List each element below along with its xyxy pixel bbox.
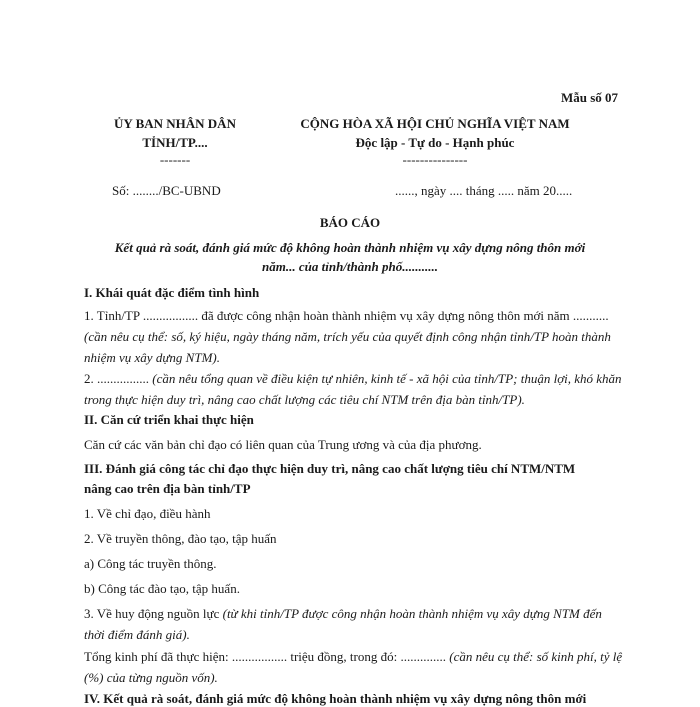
section3-funds: [84, 646, 624, 688]
section3-heading-line1: III. Đánh giá công tác chỉ đạo thực hiện duy trì, nâng cao chất lượng tiêu chí NTM/NTM: [84, 461, 576, 476]
section3-funds-text: Tổng kinh phí đã thực hiện: ................. triệu đồng, trong đó: ..............: [84, 649, 450, 664]
section2-text: Căn cứ các văn bản chỉ đạo có liên quan của Trung ương và của địa phương.: [84, 437, 482, 452]
section3-item1: 1. Về chỉ đạo, điều hành: [84, 506, 211, 521]
form-number: Mẫu số 07: [560, 90, 618, 105]
section1-p2-text: 2. ................: [84, 371, 153, 386]
section2-heading: II. Căn cứ triển khai thực hiện: [84, 412, 254, 427]
report-subtitle-line2: năm... của tỉnh/thành phố...........: [262, 259, 438, 274]
agency-divider: -------: [159, 152, 191, 167]
section3-item3-text: 3. Về huy động nguồn lực: [84, 606, 223, 621]
section1-p2-note: (cần nêu tổng quan về điều kiện tự nhiên, kinh tế - xã hội của tỉnh/TP; thuận lợi, khó khăn trong thực hiện duy trì, nâng cao chất lượng các tiêu chí NTM trên địa bàn tỉnh/TP).: [84, 371, 622, 407]
report-title: BÁO CÁO: [319, 215, 381, 230]
section1-paragraph1: [84, 305, 624, 368]
section4-heading: IV. Kết quả rà soát, đánh giá mức độ không hoàn thành nhiệm vụ xây dựng nông thôn mới: [84, 691, 587, 706]
section1-p1-note: (cần nêu cụ thể: số, ký hiệu, ngày tháng năm, trích yếu của quyết định công nhận tỉnh/TP hoàn thành nhiệm vụ xây dựng NTM).: [84, 329, 611, 365]
national-divider: ---------------: [402, 152, 468, 167]
section3-item3-note: (từ khi tỉnh/TP được công nhận hoàn thành nhiệm vụ xây dựng NTM đến thời điểm đánh giá).: [84, 606, 602, 642]
agency-name: ỦY BAN NHÂN DÂN: [114, 116, 236, 131]
section1-heading: I. Khái quát đặc điểm tình hình: [84, 285, 260, 300]
document-date: ......, ngày .... tháng ..... năm 20.....: [395, 183, 573, 198]
section3-item2a: a) Công tác truyền thông.: [84, 556, 217, 571]
section1-p1-text: 1. Tỉnh/TP ................. đã được công nhận hoàn thành nhiệm vụ xây dựng nông thôn mới năm ...........: [84, 308, 609, 323]
document-number: Số: ......../BC-UBND: [112, 183, 221, 198]
section3-funds-note: (cần nêu cụ thể: số kinh phí, tỷ lệ (%) của từng nguồn vốn).: [84, 649, 623, 685]
national-title: CỘNG HÒA XÃ HỘI CHỦ NGHĨA VIỆT NAM: [300, 116, 570, 131]
section3-heading-line2: nâng cao trên địa bàn tỉnh/TP: [84, 481, 251, 496]
section3-item3: [84, 603, 624, 645]
agency-province: TỈNH/TP....: [142, 135, 208, 150]
report-subtitle-line1: Kết quả rà soát, đánh giá mức độ không hoàn thành nhiệm vụ xây dựng nông thôn mới: [114, 240, 586, 255]
section1-paragraph2: [84, 368, 624, 410]
national-motto: Độc lập - Tự do - Hạnh phúc: [355, 135, 515, 150]
section3-item2: 2. Về truyền thông, đào tạo, tập huấn: [84, 531, 277, 546]
section3-item2b: b) Công tác đào tạo, tập huấn.: [84, 581, 240, 596]
